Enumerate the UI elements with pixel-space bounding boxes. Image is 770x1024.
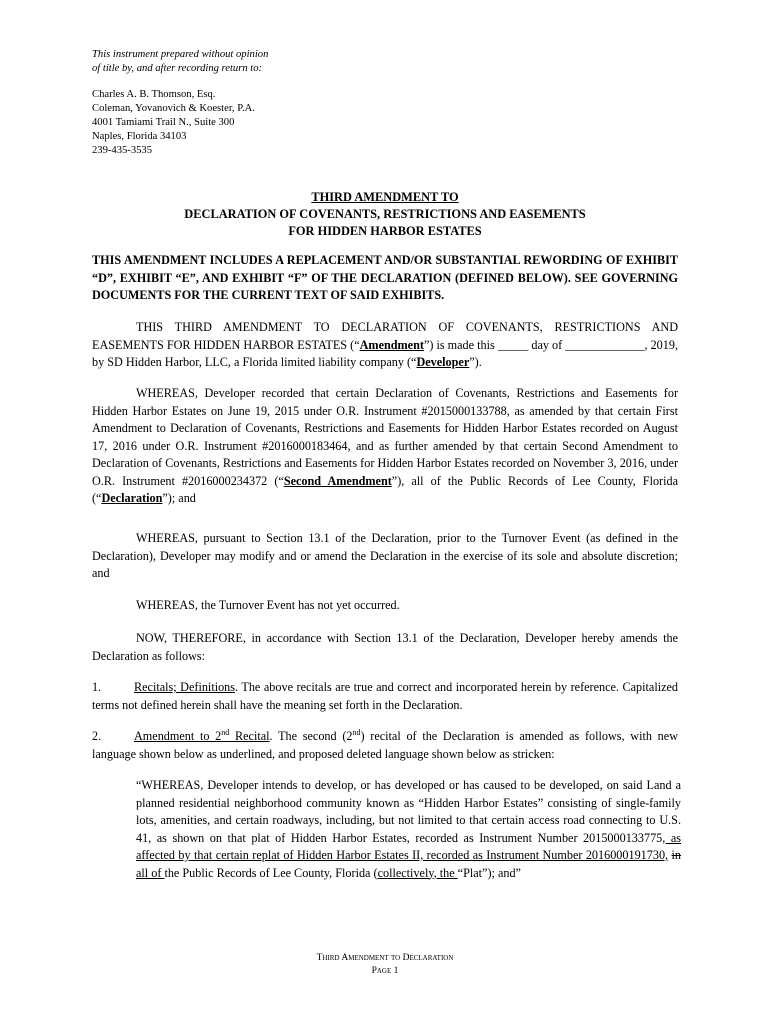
section-1-number: 1. [92, 680, 102, 694]
page-footer [0, 952, 770, 978]
inserted-text-collectively: collectively, the [377, 865, 458, 880]
amendment-defined-term: Amendment [359, 337, 424, 352]
second-amendment-defined-term: Second Amendment [283, 473, 392, 488]
section-2-heading: Amendment to 2nd Recital [134, 727, 270, 743]
declaration-defined-term: Declaration [101, 491, 163, 505]
section-1-heading: Recitals; Definitions [134, 680, 236, 694]
preparer-phone: 239-435-3535 [92, 145, 153, 156]
whereas-paragraph-3: WHEREAS, the Turnover Event has not yet occurred. [136, 598, 400, 612]
preparer-address2: Naples, Florida 34103 [92, 131, 187, 142]
title-line3: FOR HIDDEN HARBOR ESTATES [288, 224, 482, 238]
preparer-firm: Coleman, Yovanovich & Koester, P.A. [92, 103, 255, 114]
preparer-block [92, 48, 268, 158]
title-line2: DECLARATION OF COVENANTS, RESTRICTIONS AND EASEMENTS [184, 207, 586, 221]
developer-defined-term: Developer [416, 355, 470, 369]
section-2: 2. Amendment to 2nd Recital. The second (2nd) recital of the Declaration is amended as follows, with new language shown below as underlined, and proposed deleted language shown below as stricken: [92, 727, 678, 761]
preparer-address1: 4001 Tamiami Trail N., Suite 300 [92, 117, 235, 128]
inserted-text-replat: , as affected by that certain replat of Hidden Harbor Estates II, recorded as Instrument Number 2016000191730, [136, 830, 681, 862]
now-therefore-paragraph: NOW, THEREFORE, in accordance with Section 13.1 of the Declaration, Developer hereby amends the Declaration as follows: [92, 631, 678, 663]
section-1 [92, 679, 678, 714]
section-2-number: 2. [92, 729, 102, 743]
whereas-paragraph-1: WHEREAS, Developer recorded that certain Declaration of Covenants, Restrictions and Easements for Hidden Harbor Estates on June 19, 2015 under O.R. Instrument #2015000133788, as amended by that certain First Amendment to Declaration of Covenants, Restrictions and Easements for Hidden Harbor Estates recorded on August 17, 2016 under O.R. Instrument #2016000183464, and as further amended by that certain Second Amendment to Declaration of Covenants, Restrictions and Easements for Hidden Harbor Estates recorded on November 3, 2016, under O.R. Instrument #2016000234372 (“Second Amendment”), all of the Public Records of Lee County, Florida (“Declaration”); and [92, 386, 679, 505]
preparer-name: Charles A. B. Thomson, Esq. [92, 89, 216, 100]
footer-page-number: Page 1 [371, 966, 399, 976]
footer-title: Third Amendment to Declaration [316, 953, 454, 963]
replacement-notice: THIS AMENDMENT INCLUDES A REPLACEMENT AND/OR SUBSTANTIAL REWORDING OF EXHIBIT “D”, EXHIBIT “E”, AND EXHIBIT “F” OF THE DECLARATION (DEFINED BELOW). SEE GOVERNING DOCUMENTS FOR THE CURRENT TEXT OF SAID EXHIBITS. [92, 253, 678, 302]
document-title [92, 189, 678, 240]
deleted-text-in: in [671, 848, 682, 862]
intro-paragraph: THIS THIRD AMENDMENT TO DECLARATION OF COVENANTS, RESTRICTIONS AND EASEMENTS FOR HIDDEN HARBOR ESTATES (“Amendment”) is made this _____ day of _____________, 2019, by SD Hidden Harbor, LLC, a Florida limited liability company (“Developer”). [92, 320, 678, 369]
section-1-text: . The above recitals are true and correct and incorporated herein by reference. Capitalized terms not defined herein shall have the meaning set forth in the Declaration. [92, 680, 679, 712]
title-line1: THIRD AMENDMENT TO [311, 190, 459, 204]
inserted-text-all-of: all of [136, 865, 165, 880]
whereas-paragraph-2: WHEREAS, pursuant to Section 13.1 of the Declaration, prior to the Turnover Event (as defined in the Declaration), Developer may modify and or amend the Declaration in the exercise of its sole and absolute discretion; and [92, 531, 678, 580]
amended-recital-quote: “WHEREAS, Developer intends to develop, or has developed or has caused to be developed, on said Land a planned residential neighborhood community known as “Hidden Harbor Estates” consisting of single-family lots, amenities, and certain roadways, including, but not limited to that certain access road connecting to U.S. 41, as shown on that plat of Hidden Harbor Estates, recorded as Instrument Number 2015000133775, as affected by that certain replat of Hidden Harbor Estates II, recorded as Instrument Number 2016000191730, in all of the Public Records of Lee County, Florida (collectively, the “Plat”); and” [136, 778, 682, 880]
preparer-note-line1: This instrument prepared without opinion [92, 49, 269, 60]
preparer-note-line2: of title by, and after recording return to: [92, 63, 263, 74]
